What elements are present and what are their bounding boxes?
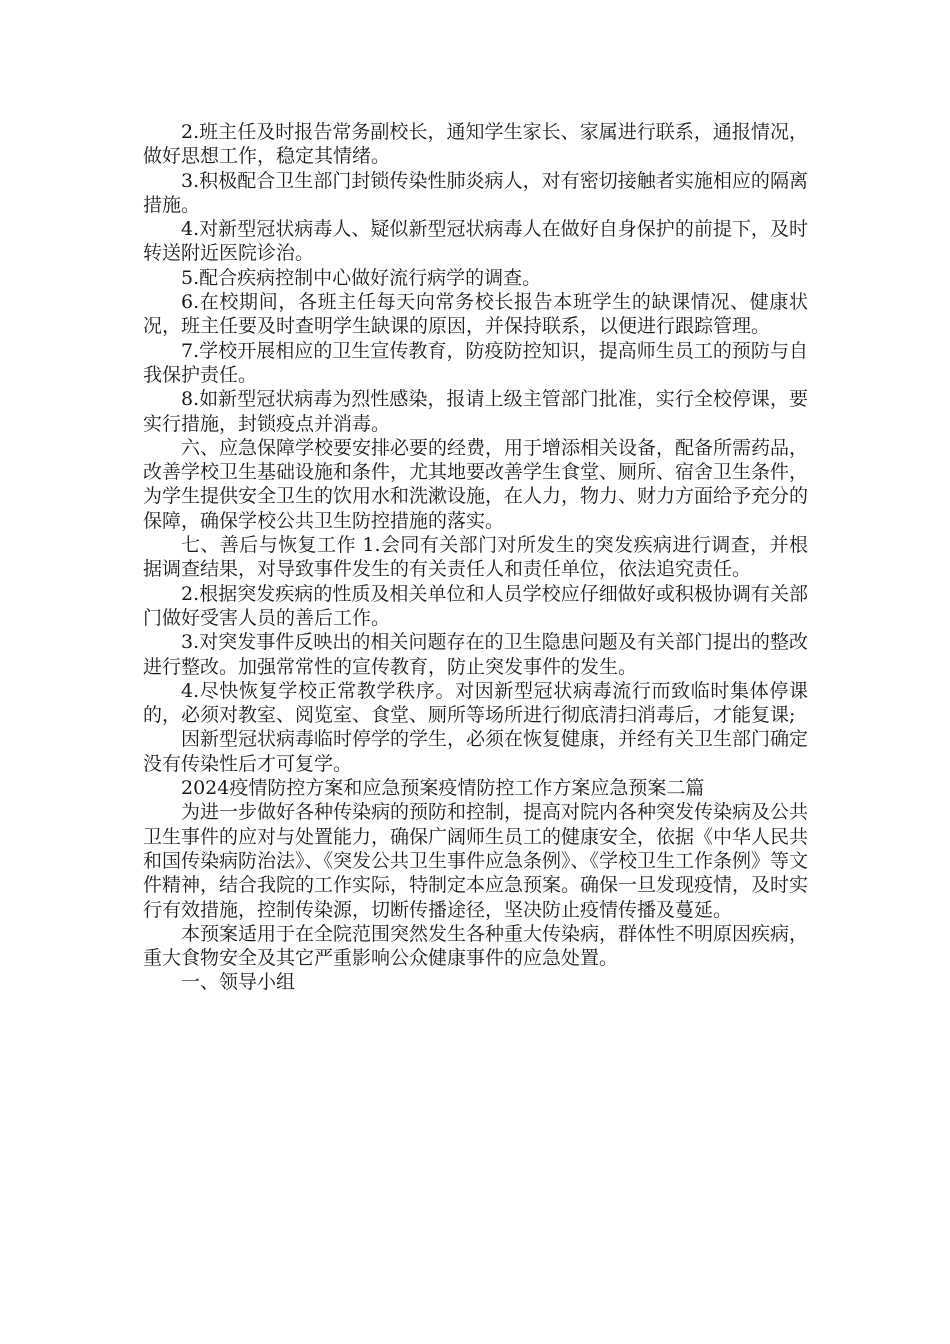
section-heading-leadership: 一、领导小组: [181, 971, 296, 994]
paragraph-scope: 本预案适用于在全院范围突然发生各种重大传染病，群体性不明原因疾病，重大食物安全及其它严重影响公众健康事件的应急处置。: [143, 922, 809, 970]
paragraph-section-seven: 七、善后与恢复工作 1.会同有关部门对所发生的突发疾病进行调查，并根据调查结果，对导致事件发生的有关责任人和责任单位，依法追究责任。: [143, 534, 808, 581]
paragraph-rectification: 3.对突发事件反映出的相关问题存在的卫生隐患问题及有关部门提出的整改进行整改。加强常常性的宣传教育，防止突发事件的发生。: [143, 631, 808, 678]
paragraph-absence-report: 6.在校期间，各班主任每天向常务校长报告本班学生的缺课情况、健康状况，班主任要及时查明学生缺课的原因，并保持联系，以便进行跟踪管理。: [143, 291, 808, 338]
paragraph-section-six: 六、应急保障学校要安排必要的经费，用于增添相关设备，配备所需药品，改善学校卫生基础设施和条件，尤其地要改善学生食堂、厕所、宿舍卫生条件，为学生提供安全卫生的饮用水和洗漱设施，在人力，物力、财力方面给予充分的保障，确保学校公共卫生防控措施的落实。: [143, 436, 809, 532]
document-body: [143, 120, 808, 995]
paragraph-resume-teaching: 4.尽快恢复学校正常教学秩序。对因新型冠状病毒流行而致临时集体停课的，必须对教室、阅览室、食堂、厕所等场所进行彻底清扫消毒后，才能复课;: [143, 679, 808, 727]
paragraph-transfer-hospital: 4.对新型冠状病毒人、疑似新型冠状病毒人在做好自身保护的前提下，及时转送附近医院诊治。: [143, 218, 808, 265]
paragraph-return-to-school: 因新型冠状病毒临时停学的学生，必须在恢复健康，并经有关卫生部门确定没有传染性后才可复学。: [143, 728, 809, 775]
paragraph-school-closure: 8.如新型冠状病毒为烈性感染，报请上级主管部门批准，实行全校停课，要实行措施，封锁疫点并消毒。: [143, 388, 808, 435]
paragraph-epidemiology: 5.配合疾病控制中心做好流行病学的调查。: [181, 266, 542, 289]
paragraph-health-education: 7.学校开展相应的卫生宣传教育，防疫防控知识，提高师生员工的预防与自我保护责任。: [143, 339, 808, 386]
paragraph-purpose: 为进一步做好各种传染病的预防和控制，提高对院内各种突发传染病及公共卫生事件的应对与处置能力，确保广阔师生员工的健康安全，依据《中华人民共和国传染病防治法》、《突发公共卫生事件应急条例》、《学校卫生工作条例》等文件精神，结合我院的工作实际，特制定本应急预案。确保一旦发现疫情，及时实行有效措施，控制传染源，切断传播途径，坚决防止疫情传播及蔓延。: [143, 801, 809, 921]
paragraph-notify-parents: 2.班主任及时报告常务副校长，通知学生家长、家属进行联系，通报情况，做好思想工作，稳定其情绪。: [143, 121, 808, 168]
paragraph-aftermath: 2.根据突发疾病的性质及相关单位和人员学校应仔细做好或积极协调有关部门做好受害人员的善后工作。: [143, 582, 808, 629]
paragraph-isolation: 3.积极配合卫生部门封锁传染性肺炎病人，对有密切接触者实施相应的隔离措施。: [143, 169, 808, 216]
document-subtitle: 2024疫情防控方案和应急预案疫情防控工作方案应急预案二篇: [181, 777, 705, 800]
